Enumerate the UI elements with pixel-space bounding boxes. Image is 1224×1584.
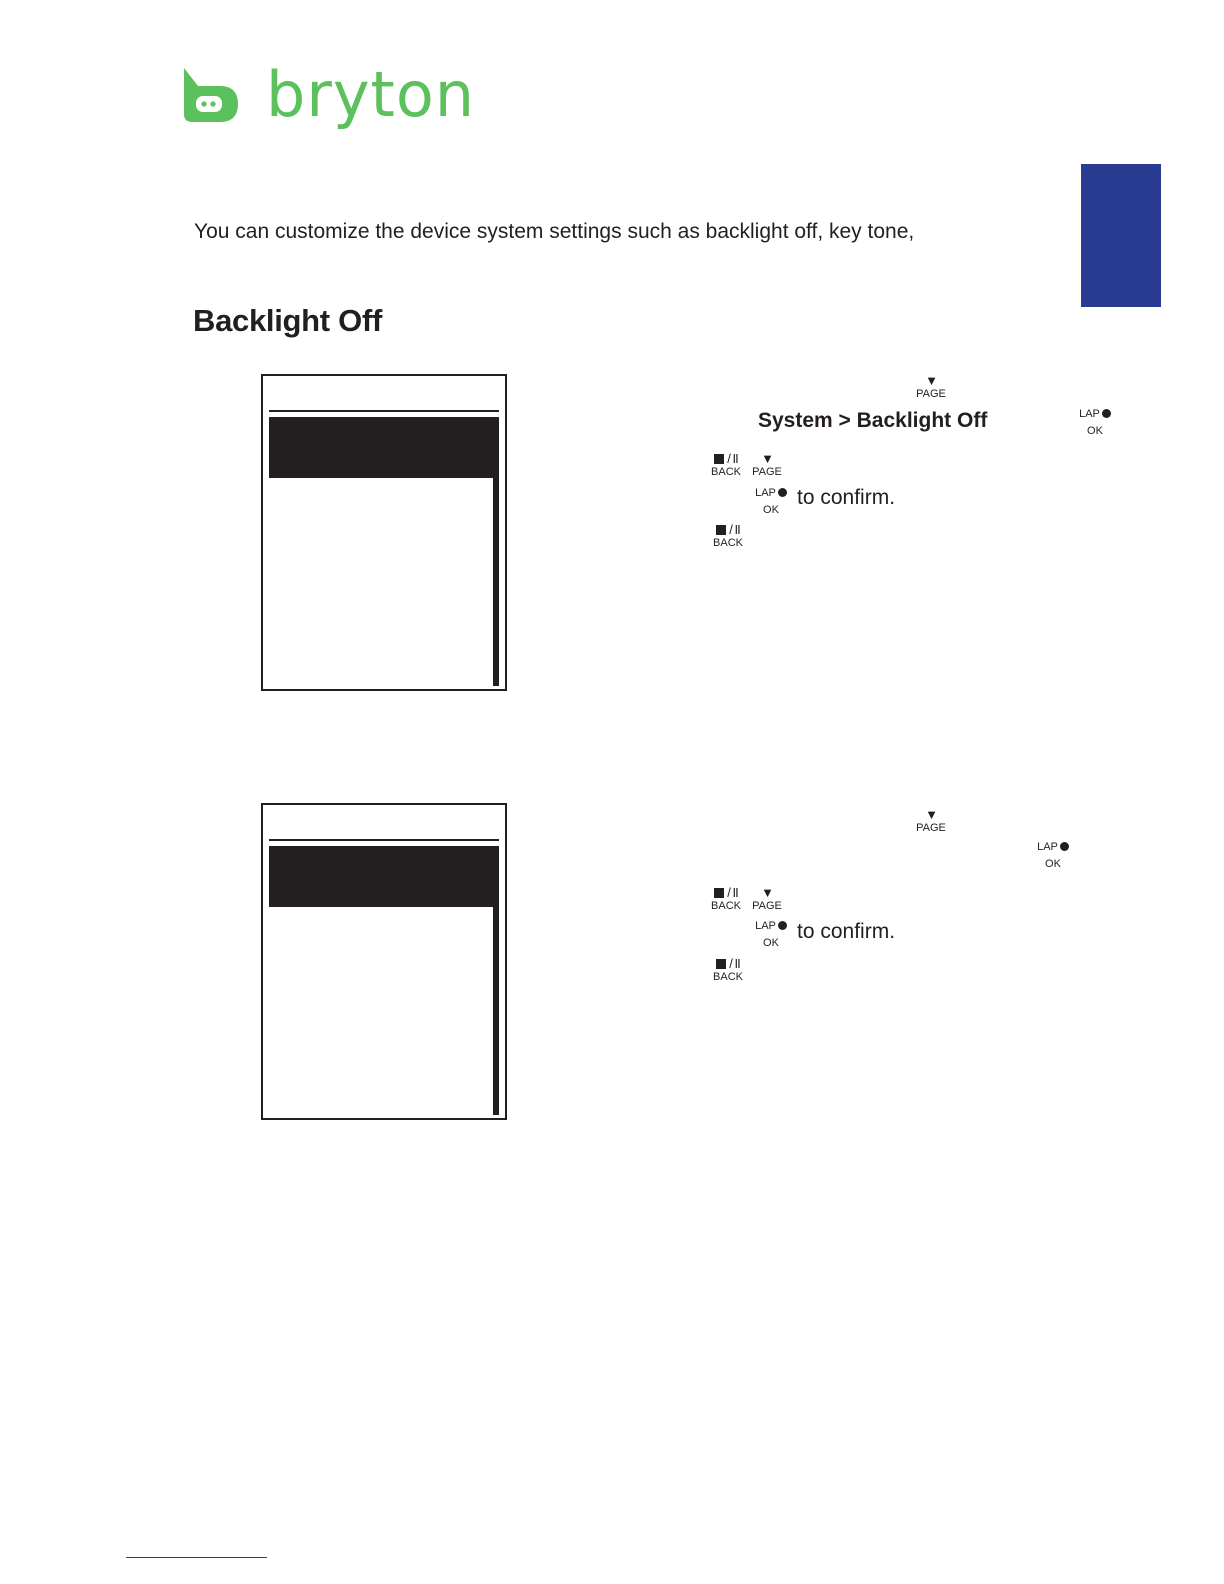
section-heading: Backlight Off — [193, 303, 383, 338]
confirm-text: to confirm. — [797, 920, 896, 943]
menu-path: System > Backlight Off — [758, 409, 988, 432]
bryton-wordmark: bryton — [266, 58, 476, 131]
selected-menu-item — [269, 417, 494, 478]
page-key-icon: ▼ PAGE — [752, 885, 782, 912]
scrollbar — [493, 417, 499, 686]
device-screen-2 — [261, 803, 507, 1120]
lap-ok-key-icon: LAP OK — [750, 919, 792, 950]
device-screen-1 — [261, 374, 507, 691]
back-key-icon: / II BACK — [713, 522, 743, 549]
back-key-icon: / II BACK — [711, 451, 741, 478]
chapter-side-tab — [1081, 164, 1161, 307]
page-key-icon: ▼ PAGE — [752, 451, 782, 478]
bryton-logo — [180, 58, 476, 136]
footer-link-underline[interactable] — [126, 1557, 267, 1558]
back-key-icon: / II BACK — [711, 885, 741, 912]
screen-divider — [269, 839, 499, 841]
scrollbar — [493, 846, 499, 1115]
intro-text: You can customize the device system settings such as backlight off, key tone, — [194, 220, 915, 243]
back-key-icon: / II BACK — [713, 956, 743, 983]
confirm-text: to confirm. — [797, 486, 896, 509]
page-key-icon: ▼ PAGE — [916, 807, 946, 834]
lap-ok-key-icon: LAP OK — [1032, 840, 1074, 871]
page-key-icon: ▼ PAGE — [916, 373, 946, 400]
lap-ok-key-icon: LAP OK — [750, 486, 792, 517]
screen-divider — [269, 410, 499, 412]
selected-menu-item — [269, 846, 494, 907]
bryton-logo-icon — [180, 66, 242, 128]
lap-ok-key-icon: LAP OK — [1074, 407, 1116, 438]
